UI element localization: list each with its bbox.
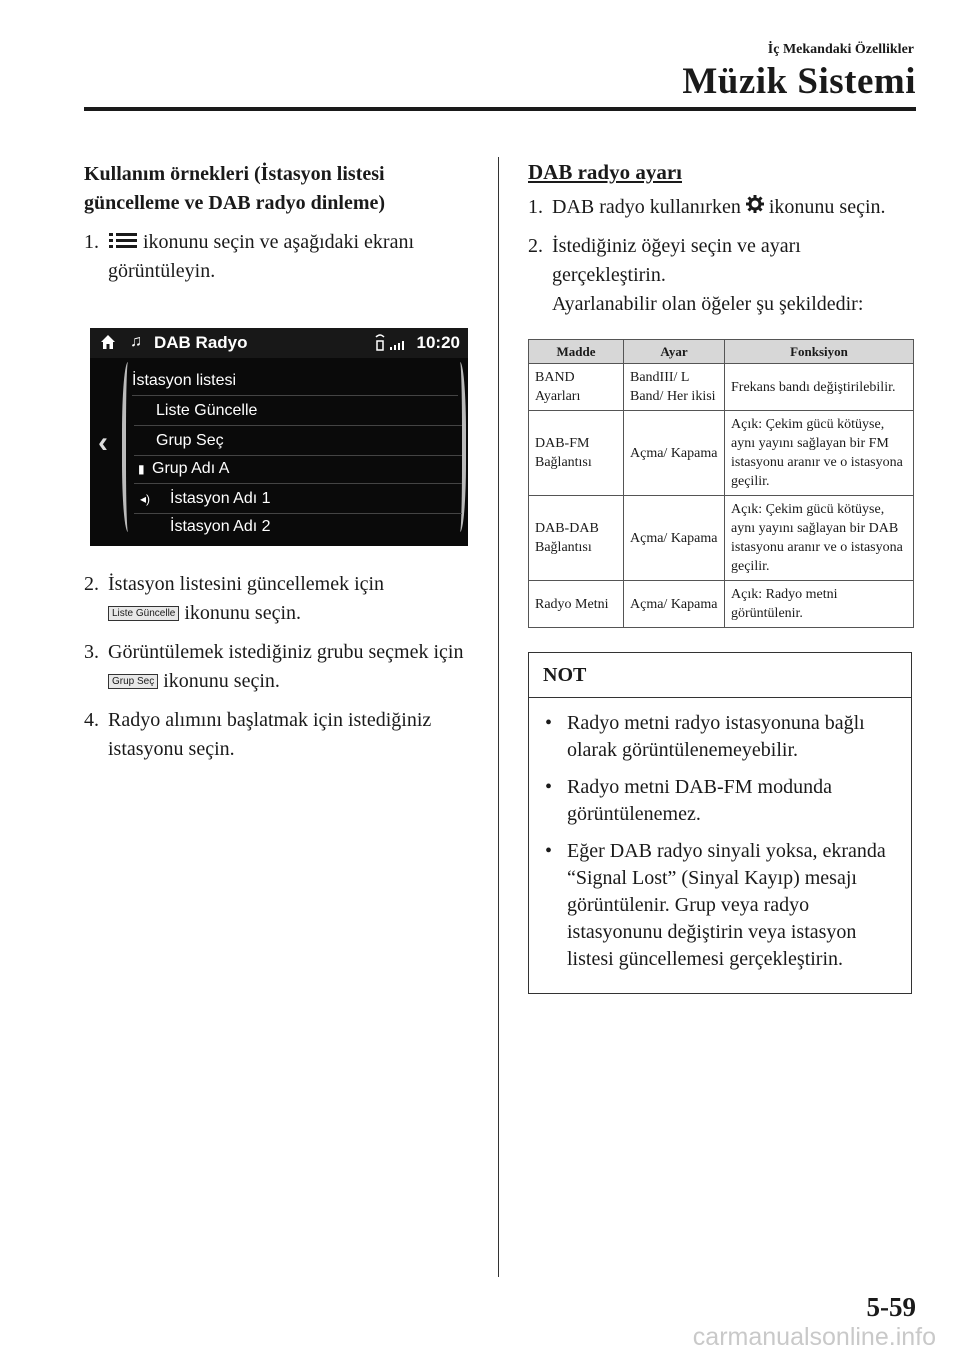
table-cell: Açık: Çekim gücü kötüyse, aynı yayını sağlayan bir DAB istasyonu aranır ve o istasyona geçilir.	[725, 496, 914, 581]
list-update-button: Liste Güncelle	[108, 606, 179, 621]
table-cell: Açık: Radyo metni görüntülenir.	[725, 581, 914, 628]
list-item-station[interactable]	[134, 484, 462, 514]
back-chevron-icon[interactable]: ‹	[98, 426, 108, 459]
list-header: İstasyon listesi	[132, 366, 458, 396]
table-row	[529, 496, 914, 581]
note-box	[528, 652, 912, 994]
step-3	[84, 638, 476, 696]
settings-table	[528, 339, 914, 628]
screen-top-bar	[90, 328, 468, 358]
step-text: ikonunu seçin ve aşağıdaki ekranı görüntüleyin.	[108, 231, 415, 282]
note-item	[543, 838, 897, 973]
table-cell: DAB-FM Bağlantısı	[529, 411, 624, 496]
column-header: Fonksiyon	[725, 340, 914, 364]
step-number: 1.	[84, 231, 99, 253]
table-row	[529, 364, 914, 411]
list-icon	[108, 232, 138, 250]
dab-settings-title: DAB radyo ayarı	[528, 160, 682, 184]
bullet-icon: •	[545, 840, 553, 862]
list-item-group[interactable]	[134, 454, 462, 484]
watermark: carmanualsonline.info	[692, 1323, 936, 1351]
table-cell: Radyo Metni	[529, 581, 624, 628]
left-column	[84, 160, 476, 774]
right-column	[528, 160, 914, 994]
table-header-row	[529, 340, 914, 364]
table-cell: Açık: Çekim gücü kötüyse, aynı yayını sağlayan bir FM istasyonu aranır ve o istasyona geçilir.	[725, 411, 914, 496]
step-number: 2.	[528, 235, 543, 257]
column-divider	[498, 157, 499, 1277]
list-item-label: Grup Adı A	[152, 460, 230, 477]
screen-time: 10:20	[416, 333, 460, 352]
step-text: ikonunu seçin.	[163, 670, 280, 692]
step-number: 3.	[84, 641, 99, 663]
step-text: ikonunu seçin.	[768, 196, 886, 218]
step-text: Görüntülemek istediğiniz grubu seçmek için	[108, 641, 464, 663]
list-item-update[interactable]: Liste Güncelle	[134, 396, 462, 426]
group-folder-icon: ▮	[138, 462, 145, 476]
list-item-station[interactable]: İstasyon Adı 2	[170, 518, 271, 535]
table-cell: BandIII/ L Band/ Her ikisi	[624, 364, 725, 411]
step-number: 4.	[84, 709, 99, 731]
table-cell: Açma/ Kapama	[624, 581, 725, 628]
step-2	[84, 570, 476, 628]
list-item-group-select[interactable]: Grup Seç	[134, 426, 462, 456]
section-header: İç Mekandaki Özellikler	[767, 42, 914, 57]
bullet-icon: •	[545, 776, 553, 798]
speaker-icon: ◂)	[140, 492, 151, 506]
note-item	[543, 774, 897, 828]
column-header: Ayar	[624, 340, 725, 364]
table-cell: Açma/ Kapama	[624, 411, 725, 496]
table-row	[529, 411, 914, 496]
header-rule	[84, 107, 916, 111]
note-title: NOT	[529, 653, 911, 698]
step-number: 1.	[528, 196, 543, 218]
step-text: İstasyon listesini güncellemek için	[108, 573, 385, 595]
step-text: DAB radyo kullanırken	[552, 196, 741, 218]
dab-radio-screen	[90, 328, 468, 546]
table-cell: DAB-DAB Bağlantısı	[529, 496, 624, 581]
settings-step-2	[528, 232, 914, 319]
note-body	[529, 698, 911, 993]
note-text: Radyo metni DAB-FM modunda görüntülenemez.	[567, 776, 832, 825]
signal-icon	[370, 333, 410, 353]
page-number: 5-59	[866, 1292, 916, 1322]
step-text: Ayarlanabilir olan öğeler şu şekildedir:	[552, 293, 864, 315]
step-1	[84, 228, 476, 286]
bullet-icon: •	[545, 712, 553, 734]
step-number: 2.	[84, 573, 99, 595]
table-row	[529, 581, 914, 628]
table-cell: Açma/ Kapama	[624, 496, 725, 581]
note-text: Radyo metni radyo istasyonuna bağlı olarak görüntülenemeyebilir.	[567, 712, 865, 761]
column-header: Madde	[529, 340, 624, 364]
group-select-button: Grup Seç	[108, 674, 158, 689]
settings-step-1	[528, 193, 914, 222]
step-text: Radyo alımını başlatmak için istediğiniz istasyonu seçin.	[108, 709, 432, 760]
note-item	[543, 710, 897, 764]
gear-icon	[746, 195, 764, 213]
section-title: Kullanım örnekleri (İstasyon listesi güncelleme ve DAB radyo dinleme)	[84, 163, 386, 214]
music-note-icon: ♫	[130, 333, 142, 350]
chapter-title: Müzik Sistemi	[682, 61, 916, 102]
table-cell: Frekans bandı değiştirilebilir.	[725, 364, 914, 411]
step-4	[84, 706, 476, 764]
step-text: İstediğiniz öğeyi seçin ve ayarı gerçekleştirin.	[552, 235, 801, 286]
list-item-label: İstasyon Adı 1	[170, 490, 271, 507]
note-text: Eğer DAB radyo sinyali yoksa, ekranda “Signal Lost” (Sinyal Kayıp) mesajı görüntülenir. Grup veya radyo istasyonunu değiştirin veya istasyon listesi güncellemesi gerçekleştirin.	[567, 840, 886, 970]
step-text: ikonunu seçin.	[184, 602, 302, 624]
station-list	[122, 362, 466, 535]
home-icon	[100, 334, 116, 350]
screen-title: DAB Radyo	[154, 333, 248, 352]
table-cell: BAND Ayarları	[529, 364, 624, 411]
